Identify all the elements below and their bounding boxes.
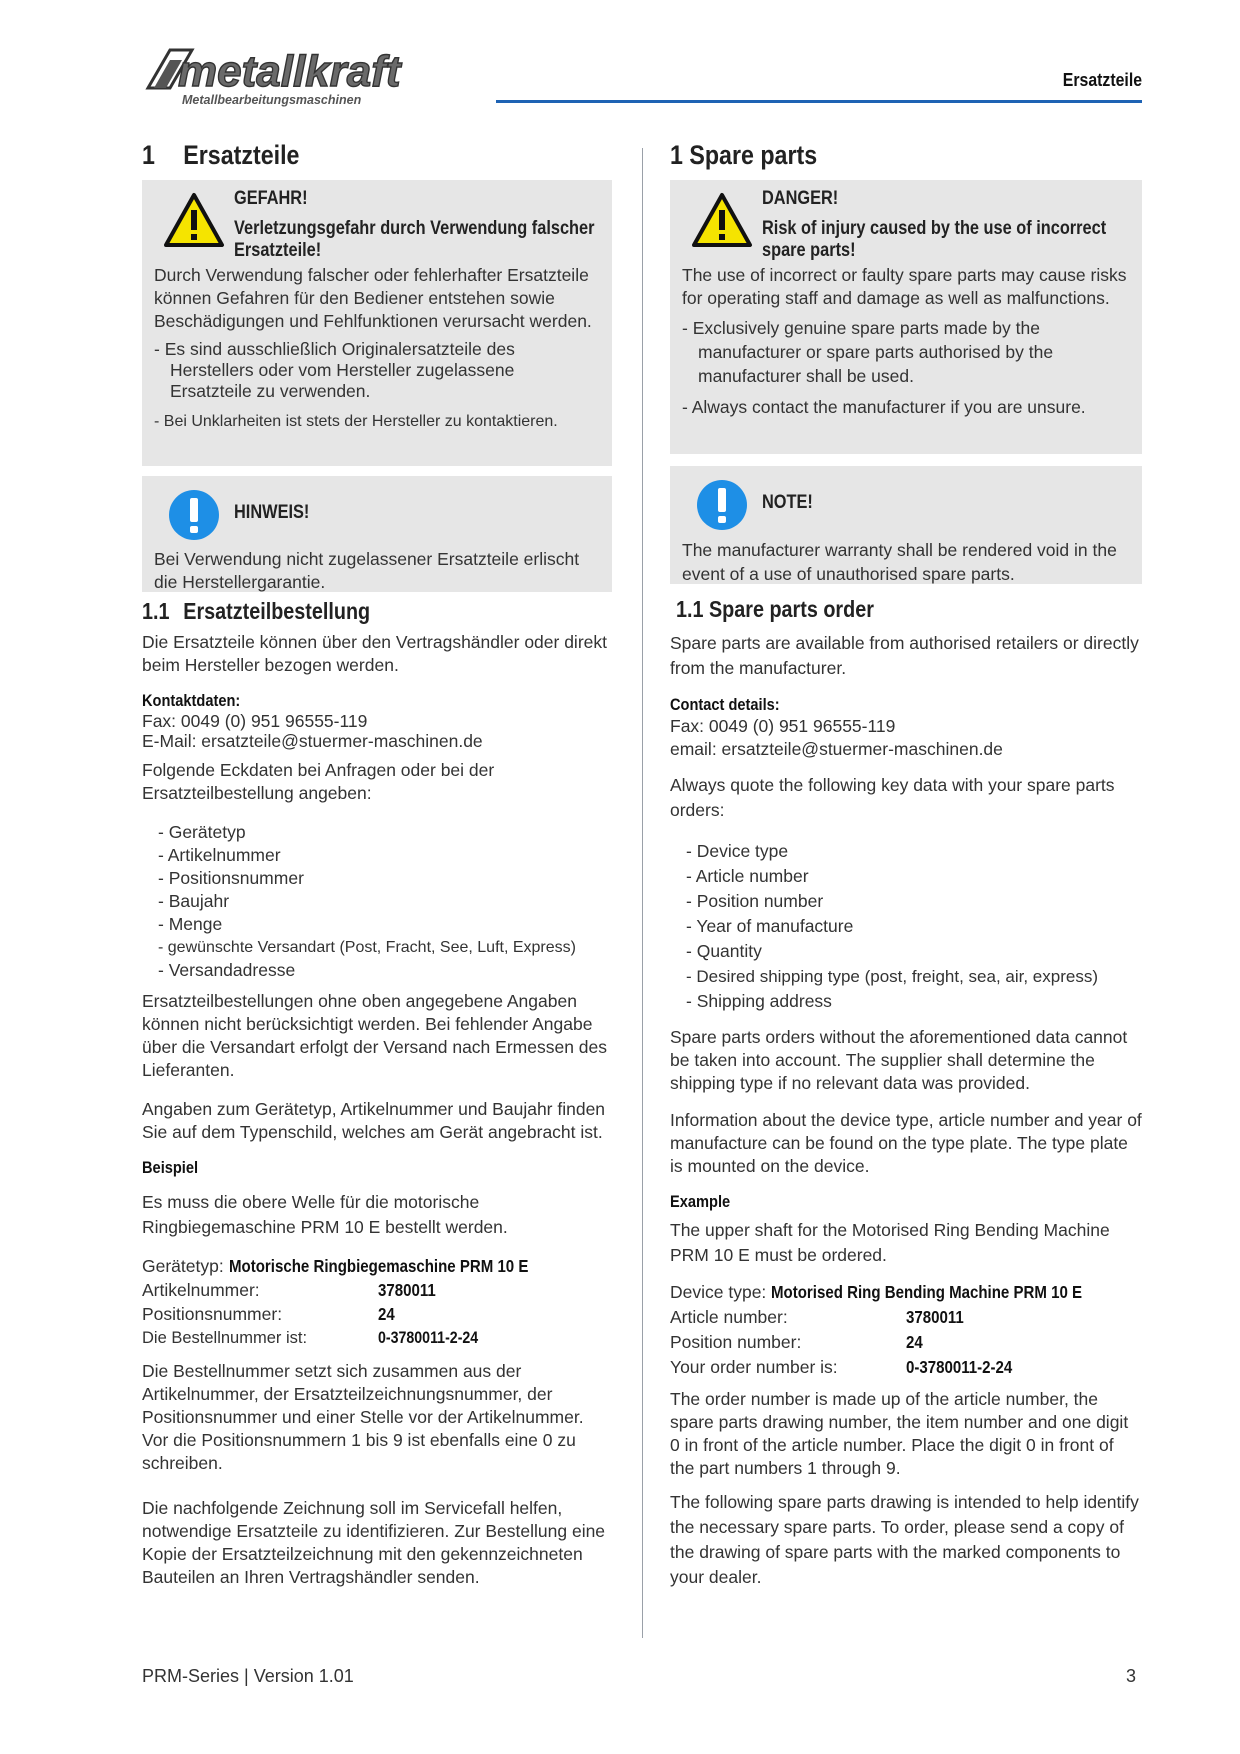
danger-box-de [142, 180, 612, 466]
logo-wordmark: metallkraft [178, 47, 401, 96]
paragraph-order-number: Die Bestellnummer setzt sich zusammen aus der Artikelnummer, der Ersatzteilzeichnungsnummer, der Positionsnummer und einer Stelle vor der Artikelnummer. Vor die Positionsnummern 1 bis 9 ist ebenfalls eine 0 zu schreiben. [142, 1361, 584, 1473]
warning-triangle-icon [154, 188, 234, 248]
danger-list-item: - Bei Unklarheiten ist stets der Hersteller zu kontaktieren. [154, 413, 558, 430]
danger-subtitle: Risk of injury caused by the use of incorrect spare parts! [762, 218, 1107, 261]
note-signal-word: NOTE! [762, 492, 813, 513]
danger-list [154, 339, 600, 432]
german-column [142, 140, 612, 1589]
contact-fax: Fax: 0049 (0) 951 96555-119 [670, 716, 896, 736]
example-device-type: Gerätetyp: Motorische Ringbiegemaschine PRM 10 E [142, 1256, 528, 1276]
danger-signal-word: DANGER! [762, 188, 839, 209]
key-data-item: - Versandadresse [158, 959, 612, 982]
key-data-list [670, 839, 1142, 1014]
key-data-item: - Article number [686, 864, 1142, 889]
paragraph-missing-data: Ersatzteilbestellungen ohne oben angegebene Angaben können nicht berücksichtigt werden. Bei fehlender Angabe über die Versandart erfolgt der Versand nach Ermessen des Lieferanten. [142, 991, 607, 1080]
note-text: The manufacturer warranty shall be rendered void in the event of a use of unauthorised spare parts. [682, 540, 1117, 584]
key-data-item: - Positionsnummer [158, 867, 612, 890]
example-article-number: Article number: 3780011 [670, 1307, 964, 1327]
paragraph-drawing: The following spare parts drawing is intended to help identify the necessary spare parts. To order, please send a copy of the drawing of spare parts with the marked components to your dealer. [670, 1492, 1139, 1587]
contact-label: Contact details: [670, 695, 780, 714]
danger-list-item: - Always contact the manufacturer if you are unsure. [682, 397, 1086, 417]
key-data-item: - Desired shipping type (post, freight, sea, air, express) [686, 964, 1142, 989]
paragraph-type-plate: Information about the device type, article number and year of manufacture can be found on the type plate. The type plate is mounted on the device. [670, 1110, 1142, 1176]
subsection-title-de: 1.1 Ersatzteilbestellung [142, 598, 371, 624]
key-data-intro: Folgende Eckdaten bei Anfragen oder bei der Ersatzteilbestellung angeben: [142, 760, 495, 803]
danger-text: Durch Verwendung falscher oder fehlerhafter Ersatzteile können Gefahren für den Bediener entstehen sowie Beschädigungen und Fehlfunktionen verursacht werden. [154, 265, 592, 331]
key-data-intro: Always quote the following key data with your spare parts orders: [670, 775, 1115, 820]
warning-triangle-icon [682, 188, 762, 248]
example-text: Es muss die obere Welle für die motorische Ringbiegemaschine PRM 10 E bestellt werden. [142, 1192, 508, 1237]
key-data-item: - Artikelnummer [158, 844, 612, 867]
paragraph-order-number: The order number is made up of the article number, the spare parts drawing number, the item number and one digit 0 in front of the article number. Place the digit 0 in front of the part numbers 1 through 9. [670, 1389, 1129, 1478]
contact-email: email: ersatzteile@stuermer-maschinen.de [670, 739, 1003, 759]
paragraph-type-plate: Angaben zum Gerätetyp, Artikelnummer und Baujahr finden Sie auf dem Typenschild, welches am Gerät angebracht ist. [142, 1099, 606, 1142]
key-data-item: - Year of manufacture [686, 914, 1142, 939]
danger-box-en [670, 180, 1142, 454]
key-data-item: - Shipping address [686, 989, 1142, 1014]
header-section-title: Ersatzteile [1062, 70, 1142, 90]
danger-list-item: - Exclusively genuine spare parts made by the manufacturer or spare parts authorised by the manufacturer shall be used. [682, 318, 1054, 386]
example-order-number: Die Bestellnummer ist: 0-3780011-2-24 [142, 1329, 479, 1347]
key-data-item: - Device type [686, 839, 1142, 864]
key-data-item: - Position number [686, 889, 1142, 914]
contact-email: E-Mail: ersatzteile@stuermer-maschinen.de [142, 731, 483, 751]
info-exclamation-icon [682, 474, 762, 532]
page-number: 3 [1125, 1666, 1136, 1686]
key-data-item: - Gerätetyp [158, 821, 612, 844]
paragraph-missing-data: Spare parts orders without the aforementioned data cannot be taken into account. The supplier shall determine the shipping type if no relevant data was provided. [670, 1027, 1128, 1093]
note-signal-word: HINWEIS! [234, 502, 310, 523]
contact-fax: Fax: 0049 (0) 951 96555-119 [142, 711, 368, 731]
example-position-number: Position number: 24 [670, 1332, 923, 1352]
page-title-en: 1 Spare parts [670, 140, 818, 170]
danger-subtitle: Verletzungsgefahr durch Verwendung falscher Ersatzteile! [234, 218, 595, 261]
order-intro: Spare parts are available from authorised retailers or directly from the manufacturer. [670, 633, 1139, 678]
example-text: The upper shaft for the Motorised Ring Bending Machine PRM 10 E must be ordered. [670, 1220, 1110, 1265]
danger-list [682, 316, 1130, 418]
key-data-list [142, 821, 612, 982]
example-order-number: Your order number is: 0-3780011-2-24 [670, 1357, 1013, 1377]
footer-version: PRM-Series | Version 1.01 [142, 1666, 354, 1686]
header-rule [496, 100, 1142, 103]
paragraph-drawing: Die nachfolgende Zeichnung soll im Servicefall helfen, notwendige Ersatzteile zu identifizieren. Zur Bestellung eine Kopie der Ersatzteilzeichnung mit den gekennzeichneten Bauteilen an Ihren Vertragshändler senden. [142, 1498, 606, 1587]
example-position-number: Positionsnummer: 24 [142, 1304, 395, 1324]
note-box-de [142, 476, 612, 592]
english-column [670, 140, 1142, 1590]
page-title-de: 1 Ersatzteile [142, 140, 300, 170]
key-data-item: - gewünschte Versandart (Post, Fracht, See, Luft, Express) [158, 936, 612, 959]
note-box-en [670, 466, 1142, 584]
danger-text: The use of incorrect or faulty spare parts may cause risks for operating staff and damage as well as malfunctions. [682, 265, 1127, 308]
example-label: Example [670, 1192, 731, 1211]
key-data-item: - Baujahr [158, 890, 612, 913]
column-divider [642, 148, 643, 1638]
example-article-number: Artikelnummer: 3780011 [142, 1280, 436, 1300]
contact-label: Kontaktdaten: [142, 691, 241, 710]
order-intro: Die Ersatzteile können über den Vertragshändler oder direkt beim Hersteller bezogen werden. [142, 632, 607, 675]
example-label: Beispiel [142, 1158, 199, 1177]
logo-subtitle: Metallbearbeitungsmaschinen [182, 93, 362, 107]
example-device-type: Device type: Motorised Ring Bending Machine PRM 10 E [670, 1282, 1083, 1302]
info-exclamation-icon [154, 484, 234, 542]
metallkraft-logo [140, 46, 500, 116]
subsection-title-en: 1.1 Spare parts order [676, 596, 874, 622]
key-data-item: - Menge [158, 913, 612, 936]
danger-list-item: - Es sind ausschließlich Originalersatzteile des Herstellers oder vom Hersteller zugelassene Ersatzteile zu verwenden. [154, 339, 515, 401]
danger-signal-word: GEFAHR! [234, 188, 308, 209]
key-data-item: - Quantity [686, 939, 1142, 964]
note-text: Bei Verwendung nicht zugelassener Ersatzteile erlischt die Herstellergarantie. [154, 549, 580, 592]
